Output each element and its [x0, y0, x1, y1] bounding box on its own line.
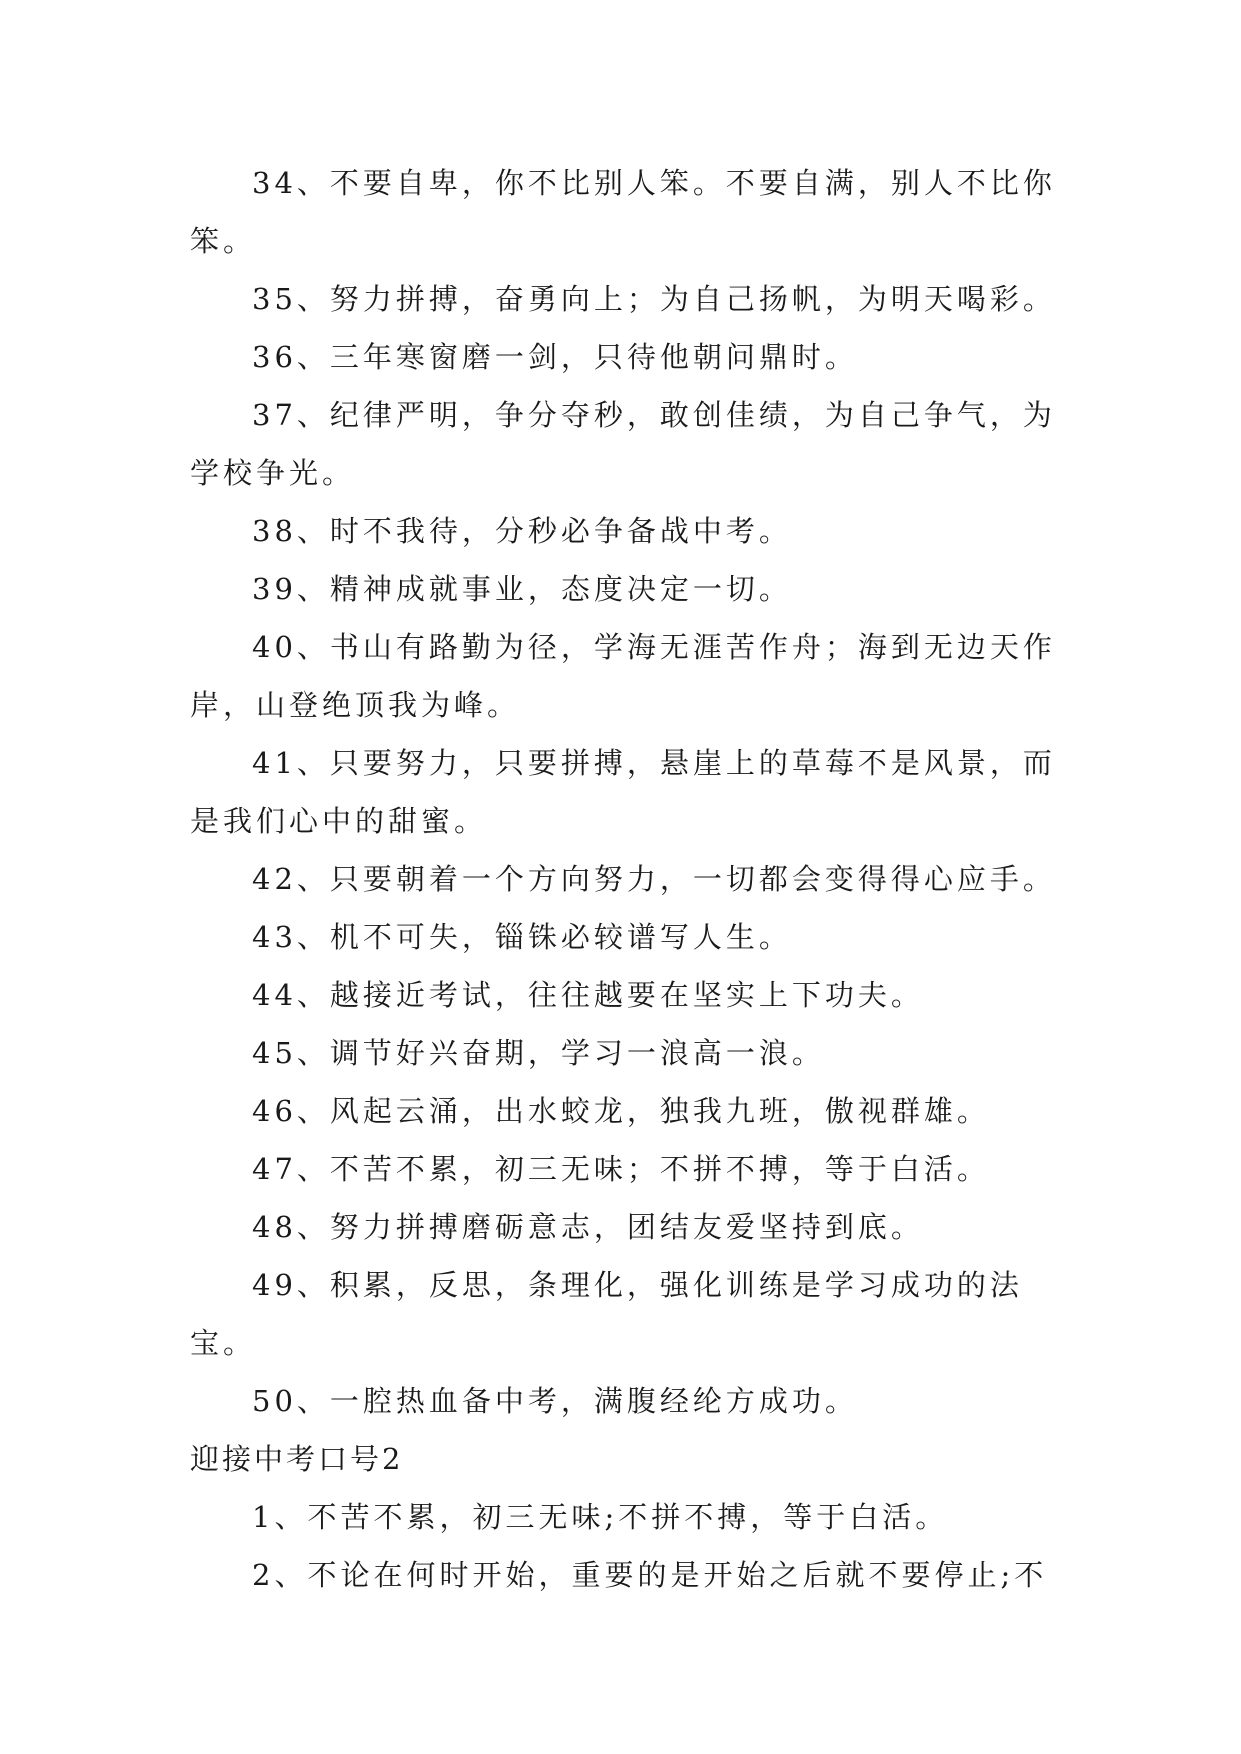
slogan-paragraph: 47、不苦不累，初三无味；不拼不搏，等于白活。 — [252, 1152, 990, 1186]
slogan-paragraph: 2、不论在何时开始，重要的是开始之后就不要停止;不 — [252, 1558, 1048, 1592]
slogan-paragraph: 40、书山有路勤为径，学海无涯苦作舟；海到无边天作岸，山登绝顶我为峰。 — [190, 630, 1056, 722]
section-heading: 迎接中考口号2 — [190, 1442, 404, 1476]
slogan-paragraph: 43、机不可失，锱铢必较谱写人生。 — [252, 920, 792, 954]
slogan-paragraph: 36、三年寒窗磨一剑，只待他朝问鼎时。 — [252, 340, 858, 374]
slogan-paragraph: 42、只要朝着一个方向努力，一切都会变得得心应手。 — [252, 862, 1056, 896]
slogan-paragraph: 35、努力拼搏，奋勇向上；为自己扬帆，为明天喝彩。 — [252, 282, 1056, 316]
slogan-paragraph: 48、努力拼搏磨砺意志，团结友爱坚持到底。 — [252, 1210, 924, 1244]
slogan-paragraph: 39、精神成就事业，态度决定一切。 — [252, 572, 792, 606]
slogan-paragraph: 45、调节好兴奋期，学习一浪高一浪。 — [252, 1036, 825, 1070]
slogan-paragraph: 38、时不我待，分秒必争备战中考。 — [252, 514, 792, 548]
slogan-paragraph: 1、不苦不累，初三无味;不拼不搏，等于白活。 — [252, 1500, 949, 1534]
slogan-paragraph: 49、积累，反思，条理化，强化训练是学习成功的法宝。 — [190, 1268, 1023, 1360]
slogan-paragraph: 46、风起云涌，出水蛟龙，独我九班，傲视群雄。 — [252, 1094, 990, 1128]
slogan-paragraph: 41、只要努力，只要拼搏，悬崖上的草莓不是风景，而是我们心中的甜蜜。 — [190, 746, 1056, 838]
slogan-paragraph: 34、不要自卑，你不比别人笨。不要自满，别人不比你笨。 — [190, 166, 1056, 258]
slogan-paragraph: 44、越接近考试，往往越要在坚实上下功夫。 — [252, 978, 924, 1012]
slogan-paragraph: 50、一腔热血备中考，满腹经纶方成功。 — [252, 1384, 858, 1418]
slogan-paragraph: 37、纪律严明，争分夺秒，敢创佳绩，为自己争气，为学校争光。 — [190, 398, 1056, 490]
document-body — [190, 154, 1060, 1604]
